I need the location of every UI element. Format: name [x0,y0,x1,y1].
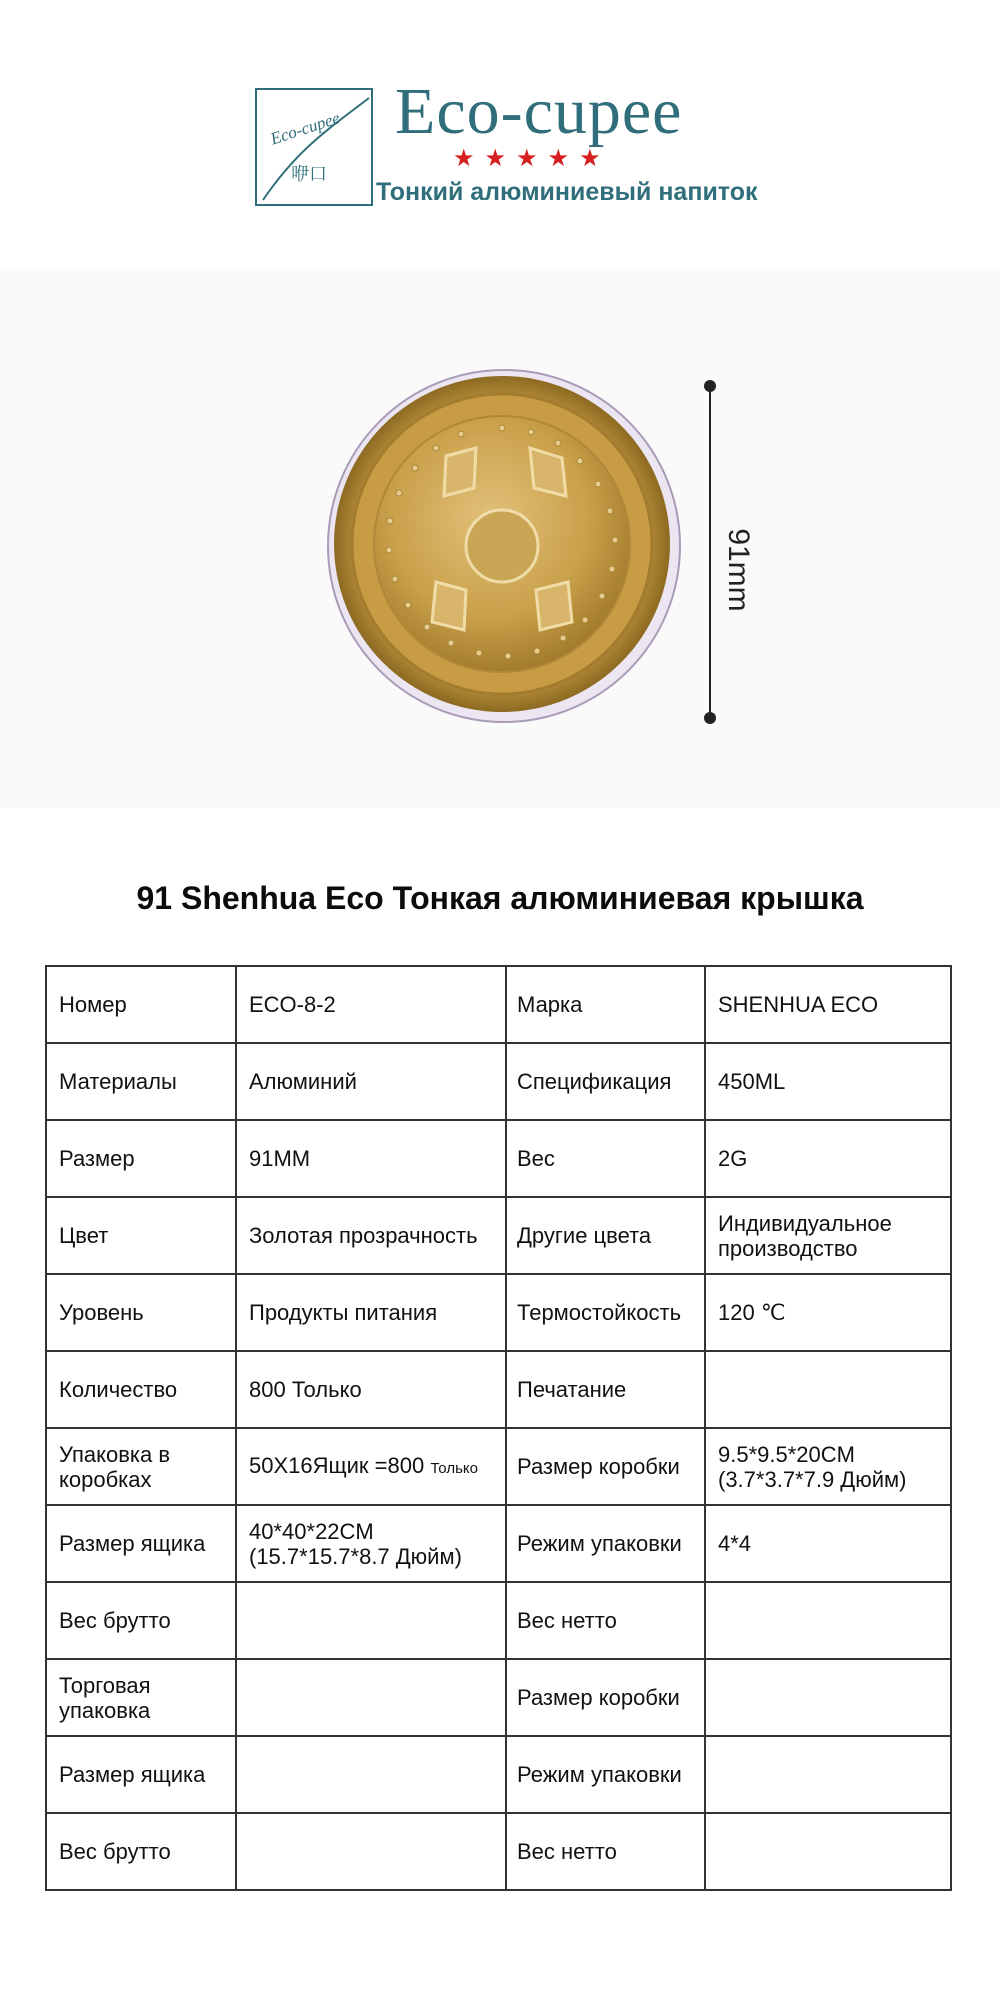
spec-label-cell [506,1736,705,1813]
spec-label: Размер [59,1146,135,1171]
spec-value-unit: Только [430,1459,478,1477]
spec-value-cell [705,1120,951,1197]
spec-label: Режим упаковки [517,1762,682,1787]
spec-value-cell [236,966,506,1043]
spec-row [46,1582,951,1659]
spec-value-cell [705,1736,951,1813]
spec-label-cell [506,1582,705,1659]
spec-label: Вес [517,1146,555,1171]
product-photo-area [0,268,1000,808]
spec-label-cell [46,1505,236,1582]
spec-value-cell [236,1736,506,1813]
spec-label-cell [46,1659,236,1736]
spec-label: Термостойкость [517,1300,682,1325]
spec-value-cell [705,1351,951,1428]
spec-label: Цвет [59,1223,109,1248]
spec-value-cell [236,1043,506,1120]
spec-label: Другие цвета [517,1223,652,1248]
product-title: 91 Shenhua Eco Тонкая алюминиевая крышка [136,880,864,916]
spec-row [46,1505,951,1582]
spec-value-cell [705,1659,951,1736]
spec-value-cell [705,1813,951,1890]
logo-emblem-text: Eco-cupee [268,108,343,149]
spec-label-cell [506,1428,705,1505]
spec-table [45,965,952,1891]
spec-value-cell [705,1197,951,1274]
spec-label: Спецификация [517,1069,672,1094]
spec-label: Режим упаковки [517,1531,682,1556]
spec-label: Размер коробки [517,1454,680,1479]
brand-tagline: Тонкий алюминиевый напиток [376,178,758,206]
spec-label: Печатание [517,1377,627,1402]
spec-label: Размер ящика [59,1762,206,1787]
spec-value-cell [705,1505,951,1582]
spec-value-cell [705,1274,951,1351]
spec-label-cell [46,1813,236,1890]
spec-value-cell [236,1120,506,1197]
spec-row [46,1659,951,1736]
spec-label: Размер коробки [517,1685,680,1710]
spec-label-cell [46,1120,236,1197]
spec-label: Номер [59,992,127,1017]
spec-label-cell [506,1120,705,1197]
spec-value: 91MM [249,1146,311,1171]
spec-value-cell [236,1428,506,1505]
dimension-line [700,376,720,728]
spec-value: Алюминий [249,1069,357,1094]
spec-row [46,1120,951,1197]
spec-label: Вес брутто [59,1839,171,1864]
spec-value: Индивидуальное производство [718,1210,892,1261]
spec-value: 120 ℃ [718,1300,786,1325]
spec-value: ECO-8-2 [249,992,336,1017]
spec-value-cell [236,1582,506,1659]
spec-label-cell [506,1505,705,1582]
spec-value-cell [236,1659,506,1736]
spec-value: Золотая прозрачность [249,1223,478,1248]
spec-label-cell [46,1351,236,1428]
spec-value-cell [236,1197,506,1274]
spec-value: 2G [718,1146,748,1171]
brand-logo [255,75,758,216]
spec-label-cell [46,966,236,1043]
spec-row [46,1351,951,1428]
spec-label-cell [46,1197,236,1274]
spec-value-cell [705,1428,951,1505]
spec-value: 450ML [718,1069,786,1094]
logo-emblem [255,88,373,206]
spec-value: SHENHUA ECO [718,992,879,1017]
spec-label: Размер ящика [59,1531,206,1556]
spec-label-cell [46,1428,236,1505]
spec-label: Вес брутто [59,1608,171,1633]
spec-label: Материалы [59,1069,177,1094]
spec-row [46,1428,951,1505]
spec-label: Вес нетто [517,1839,617,1864]
spec-value: Продукты питания [249,1300,438,1325]
spec-value-cell [705,966,951,1043]
spec-value: 50X16Ящик =800 [249,1452,425,1478]
spec-label-cell [46,1582,236,1659]
spec-label-cell [506,1274,705,1351]
spec-label: Упаковка в коробках [59,1441,171,1492]
spec-label-cell [46,1736,236,1813]
spec-label: Вес нетто [517,1608,617,1633]
spec-label-cell [506,1813,705,1890]
spec-row [46,1736,951,1813]
spec-table-body [46,966,951,1890]
spec-value-cell [236,1813,506,1890]
spec-value-cell [236,1351,506,1428]
spec-value: 4*4 [718,1531,752,1556]
spec-label-cell [46,1043,236,1120]
spec-row [46,966,951,1043]
dimension-label: 91mm [722,528,755,612]
spec-value: 800 Только [249,1377,362,1402]
spec-label-cell [506,1197,705,1274]
spec-label: Количество [59,1377,178,1402]
rating-stars: ★★★★★ [453,145,611,172]
aluminum-lid-image [326,368,682,724]
spec-label-cell [506,1659,705,1736]
spec-label-cell [506,1351,705,1428]
spec-value: 9.5*9.5*20CM (3.7*3.7*7.9 Дюйм) [718,1441,907,1492]
spec-label: Уровень [59,1300,144,1325]
spec-label: Торговая упаковка [59,1672,151,1723]
spec-row [46,1043,951,1120]
spec-row [46,1813,951,1890]
brand-name: Eco-cupee [395,75,683,148]
spec-row [46,1197,951,1274]
spec-value-cell [236,1274,506,1351]
spec-value-cell [705,1043,951,1120]
spec-label-cell [46,1274,236,1351]
spec-label: Марка [517,992,583,1017]
spec-value-cell [705,1582,951,1659]
spec-value-cell [236,1505,506,1582]
spec-row [46,1274,951,1351]
logo-emblem-cn-text: 咿口 [291,164,327,185]
spec-value: 40*40*22CM (15.7*15.7*8.7 Дюйм) [249,1518,462,1569]
spec-label-cell [506,966,705,1043]
spec-label-cell [506,1043,705,1120]
